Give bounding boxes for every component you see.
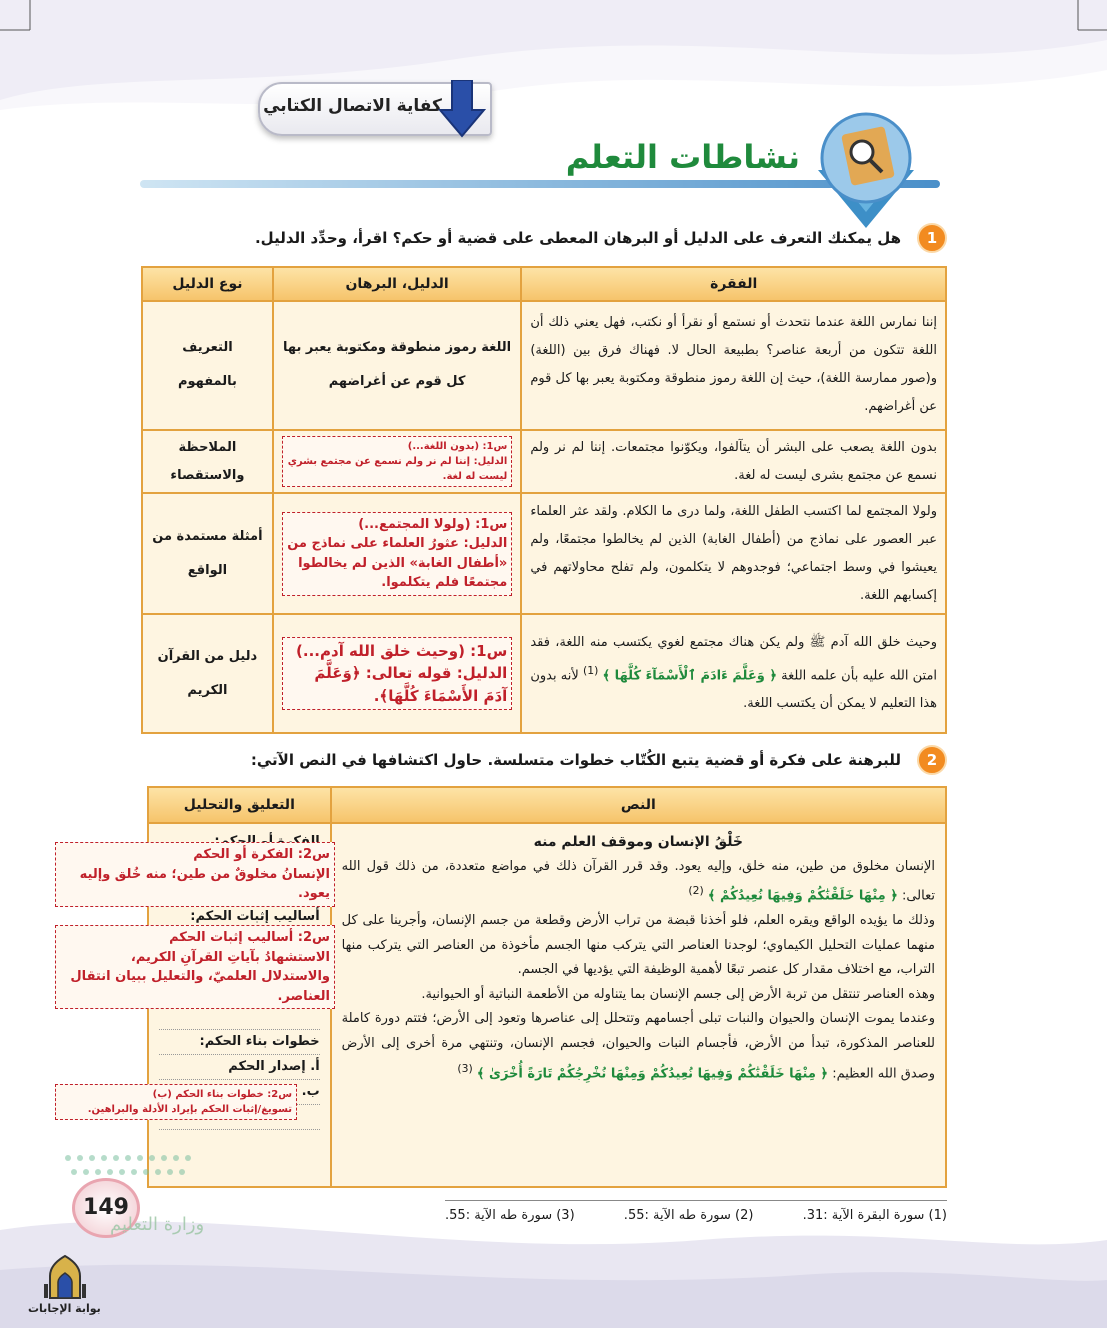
- text-cell: [331, 823, 946, 1187]
- quran-verse: ﴿ وَعَلَّمَ ءَادَمَ ٱلْأَسْمَآءَ كُلَّهَا ﴾: [602, 668, 777, 684]
- footnote-2: (2) سورة طه الآية :55.: [623, 1208, 754, 1223]
- page-number: 149: [72, 1178, 140, 1238]
- table-cell-type: التعريف بالمفهوم: [142, 301, 273, 430]
- header-paragraph: الفقرة: [521, 267, 946, 301]
- mosque-logo-icon: [42, 1254, 88, 1300]
- table-cell-evidence: [273, 430, 521, 493]
- note-question: س2: الفكرة أو الحكم: [193, 847, 330, 862]
- table-cell-paragraph: ولولا المجتمع لما اكتسب الطفل اللغة، ولما درى ما الكلام. ولقد عثر العلماء عبر العصور على نماذج من (أطفال الغابة) الذين لم يخالطوا مجتمعًا، ولم يعيشوا في وسط اجتماعي؛ فوجدوهم لا يتكلمون، ولم تفلح محاولاتهم في إكسابهم اللغة.: [521, 493, 946, 614]
- header-analysis: التعليق والتحليل: [148, 787, 331, 823]
- dots-pattern-icon: [60, 1150, 200, 1190]
- table-cell-paragraph: [521, 614, 946, 733]
- footnotes: [445, 1208, 947, 1223]
- paragraph-part-2: لأنه بدون هذا التعليم لا يمكن أن يكتسب اللغة.: [530, 668, 937, 712]
- table-cell-type: أمثلة مستمدة من الواقع: [142, 493, 273, 614]
- steps-label: خطوات بناء الحكم:: [159, 1030, 320, 1055]
- table-cell-evidence: [273, 493, 521, 614]
- note-answer: الدليل: إننا لم نر ولم نسمع عن مجتمع بشري ليست له لغة.: [287, 456, 508, 483]
- arrow-down-icon: [438, 80, 486, 138]
- answer-note-steps: [55, 1084, 297, 1120]
- paragraph-4: [342, 1007, 935, 1086]
- note-answer: الإنسانُ مخلوقٌ من طين؛ منه خُلق وإليه يعود.: [79, 866, 330, 901]
- note-question: س1: (بدون اللغة...): [407, 441, 508, 453]
- table-cell-paragraph: بدون اللغة يصعب على البشر أن يتآلفوا، ويكوّنوا مجتمعات. إننا لم نر ولم نسمع عن مجتمع بشرى ليست له لغة.: [521, 430, 946, 493]
- quran-verse: ﴿ مِنْهَا خَلَقْنَٰكُمْ وَفِيهَا نُعِيدُكُمْ ﴾: [707, 888, 898, 904]
- answer-note: [282, 637, 512, 711]
- note-question: س1: (وحيث خلق الله آدم...): [296, 641, 508, 660]
- footnote-ref: (2): [688, 884, 704, 898]
- footnote-ref: (3): [457, 1061, 473, 1075]
- footnote-1: (1) سورة البقرة الآية :31.: [802, 1208, 947, 1223]
- paragraph-4-text: وعندما يموت الإنسان والحيوان والنبات تبلى أجسامهم وتتحلل إلى عناصرها وتعود إلى الأرض؛ فتتم دورة كاملة للعناصر المذكورة، تبدأ من الأرض، فأجسام النبات والحيوان، فجسم الإنسان، وتنتهي مرة أخرى إلى الأرض وصدق الله العظيم:: [341, 1011, 935, 1081]
- paragraph-3: وهذه العناصر تنتقل من تربة الأرض إلى جسم الإنسان بما يتناوله من الأطعمة النباتية أو الحيوانية.: [421, 986, 935, 1002]
- table-cell-evidence: اللغة رموز منطوقة ومكتوبة يعبر بها كل قوم عن أغراضهم: [273, 301, 521, 430]
- footnote-3: (3) سورة طه الآية :55.: [445, 1208, 575, 1223]
- note-question: س2: أساليب إثبات الحكم: [169, 930, 330, 945]
- question-1-number: 1: [917, 223, 947, 253]
- answer-note-methods: [55, 925, 335, 1009]
- note-answer: الدليل: عثورُ العلماء على نماذج من «أطفال الغابة» الذين لم يخالطوا مجتمعًا فلم يتكلموا.: [287, 536, 508, 591]
- section-title: نشاطات التعلم: [565, 138, 800, 176]
- note-answer: تسويغ/إثبات الحكم بإيراد الأدلة والبراهين.: [87, 1104, 292, 1115]
- note-question: س2: خطوات بناء الحكم (ب): [152, 1089, 292, 1100]
- paragraph-1: [342, 855, 935, 910]
- evidence-table: [141, 266, 947, 734]
- portal-label: بوابة الإجابات: [28, 1302, 101, 1315]
- paragraph-1-text: الإنسان مخلوق من طين، منه خلق، وإليه يعود. وقد قرر القرآن ذلك في مواضع متعددة، من ذلك قول الله تعالى:: [341, 858, 935, 904]
- note-answer: الاستشهادُ بآياتِ القرآنِ الكريم، والاستدلال العلميّ، والتعليل ببيان انتقال العناصر.: [70, 949, 330, 1004]
- header-evidence: الدليل، البرهان: [273, 267, 521, 301]
- question-2-number: 2: [917, 745, 947, 775]
- note-answer: الدليل: قوله تعالى: ﴿وَعَلَّمَ آدَمَ الأَسْمَاءَ كُلَّهَا﴾.: [314, 664, 508, 705]
- question-2-text: للبرهنة على فكرة أو قضية يتبع الكُتّاب خطوات متسلسة. حاول اكتشافها في النص الآتي:: [250, 751, 901, 769]
- question-1-text: هل يمكنك التعرف على الدليل أو البرهان المعطى على قضية أو حكم؟ اقرأ، وحدِّد الدليل.: [254, 229, 901, 247]
- table-cell-paragraph: إننا نمارس اللغة عندما نتحدث أو نستمع أو نقرأ أو نكتب، فهل يعني ذلك أن اللغة تتكون من أربعة عناصر؟ بطبيعة الحال لا. فهناك فرق بين (اللغة) و(صور ممارسة اللغة)، حيث إن اللغة رموز منطوقة ومكتوبة يعبر بها كل قوم عن أغراضهم.: [521, 301, 946, 430]
- magnifier-book-icon: [812, 100, 920, 230]
- table-cell-type: دليل من القرآن الكريم: [142, 614, 273, 733]
- header-text: النص: [331, 787, 946, 823]
- step-a: أ. إصدار الحكم: [159, 1055, 320, 1080]
- ministry-watermark: وزارة التعليم: [110, 1214, 205, 1235]
- note-question: س1: (ولولا المجتمع...): [358, 516, 508, 532]
- header-type: نوع الدليل: [142, 267, 273, 301]
- table-cell-evidence: [273, 614, 521, 733]
- paragraph-2: وذلك ما يؤيده الواقع ويقره العلم، فلو أخذنا قبضة من تراب الأرض وقطعة من جسم الإنسان، وأجرينا على كل منهما عمليات التحليل الكيماوي؛ لوجدنا العناصر التي يتركب منها الجسم مأخوذة من العناصر التي يتركب منها التراب، مع اختلاف مقدار كل عنصر تبعًا لأهمية الوظيفة التي يؤديها في الجسم.: [341, 913, 935, 978]
- quran-verse: ﴿ مِنْهَا خَلَقْنَٰكُمْ وَفِيهَا نُعِيدُكُمْ وَمِنْهَا نُخْرِجُكُمْ تَارَةً أُخْرَىٰ ﴾: [476, 1066, 829, 1081]
- table-cell-type: الملاحظة والاستقصاء: [142, 430, 273, 493]
- text-title: خَلْقُ الإنسان وموقف العلم منه: [533, 834, 744, 850]
- answer-note-idea: [55, 842, 335, 907]
- footnote-divider: [445, 1200, 947, 1201]
- step-b: ب.: [159, 1080, 320, 1105]
- answer-note: [282, 436, 512, 487]
- paragraph-part-1: وحيث خلق الله آدم ﷺ ولم يكن هناك مجتمع لغوي يكتسب منه اللغة، فقد امتن الله عليه بأن علمه اللغة: [530, 634, 938, 684]
- footnote-ref: (1): [582, 663, 599, 677]
- competency-label: كفاية الاتصال الكتابي: [263, 96, 442, 116]
- answer-note: [282, 512, 512, 596]
- methods-label: أساليب إثبات الحكم:: [159, 905, 320, 930]
